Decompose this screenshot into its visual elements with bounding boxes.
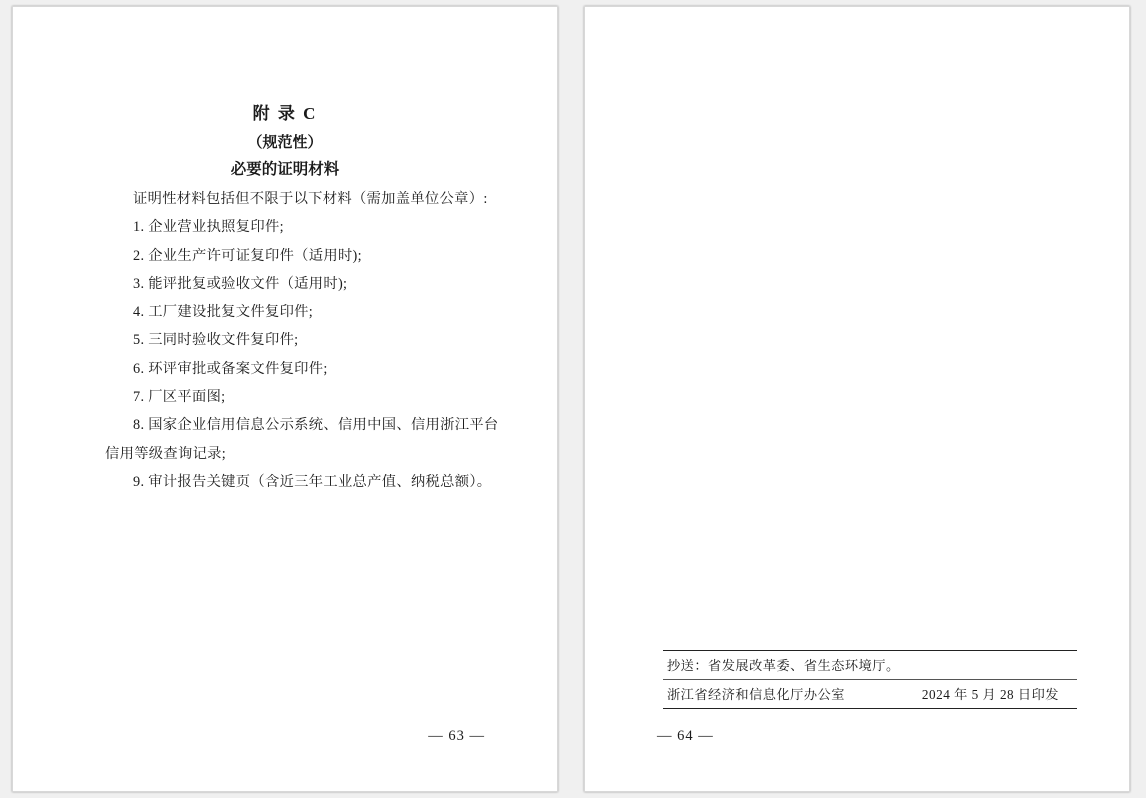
appendix-title: 附 录 C <box>252 104 318 123</box>
list-item-continuation: 信用等级查询记录; <box>105 445 227 462</box>
page-number: — 64 — <box>657 728 714 744</box>
document-page-64 <box>584 6 1130 792</box>
paragraph-intro: 证明性材料包括但不限于以下材料（需加盖单位公章）: <box>133 191 488 207</box>
footer-row-distribution <box>663 651 1077 679</box>
issue-date-text: 2024 年 5 月 28 日印发 <box>921 687 1059 702</box>
list-item: 1. 企业营业执照复印件; <box>133 219 284 236</box>
document-page-63 <box>12 6 558 792</box>
appendix-subtitle: （规范性） <box>247 135 323 151</box>
footer-rule-bottom <box>663 708 1077 709</box>
list-item: 2. 企业生产许可证复印件（适用时); <box>133 247 362 264</box>
appendix-heading: 必要的证明材料 <box>230 161 340 178</box>
list-item: 6. 环评审批或备案文件复印件; <box>133 360 328 377</box>
list-item: 5. 三同时验收文件复印件; <box>133 332 299 349</box>
footer-table <box>663 650 1077 709</box>
issuer-text: 浙江省经济和信息化厅办公室 <box>667 687 845 702</box>
page-number: — 63 — <box>428 728 485 744</box>
list-item: 8. 国家企业信用信息公示系统、信用中国、信用浙江平台 <box>133 417 499 434</box>
list-item: 4. 工厂建设批复文件复印件; <box>133 304 314 321</box>
distribution-text: 抄送：省发展改革委、省生态环境厅。 <box>667 658 900 673</box>
footer-row-issuer <box>663 680 1077 708</box>
list-item: 3. 能评批复或验收文件（适用时); <box>133 275 348 292</box>
body-content <box>105 185 499 496</box>
list-item: 9. 审计报告关键页（含近三年工业总产值、纳税总额）。 <box>133 473 492 490</box>
list-item: 7. 厂区平面图; <box>133 389 226 406</box>
